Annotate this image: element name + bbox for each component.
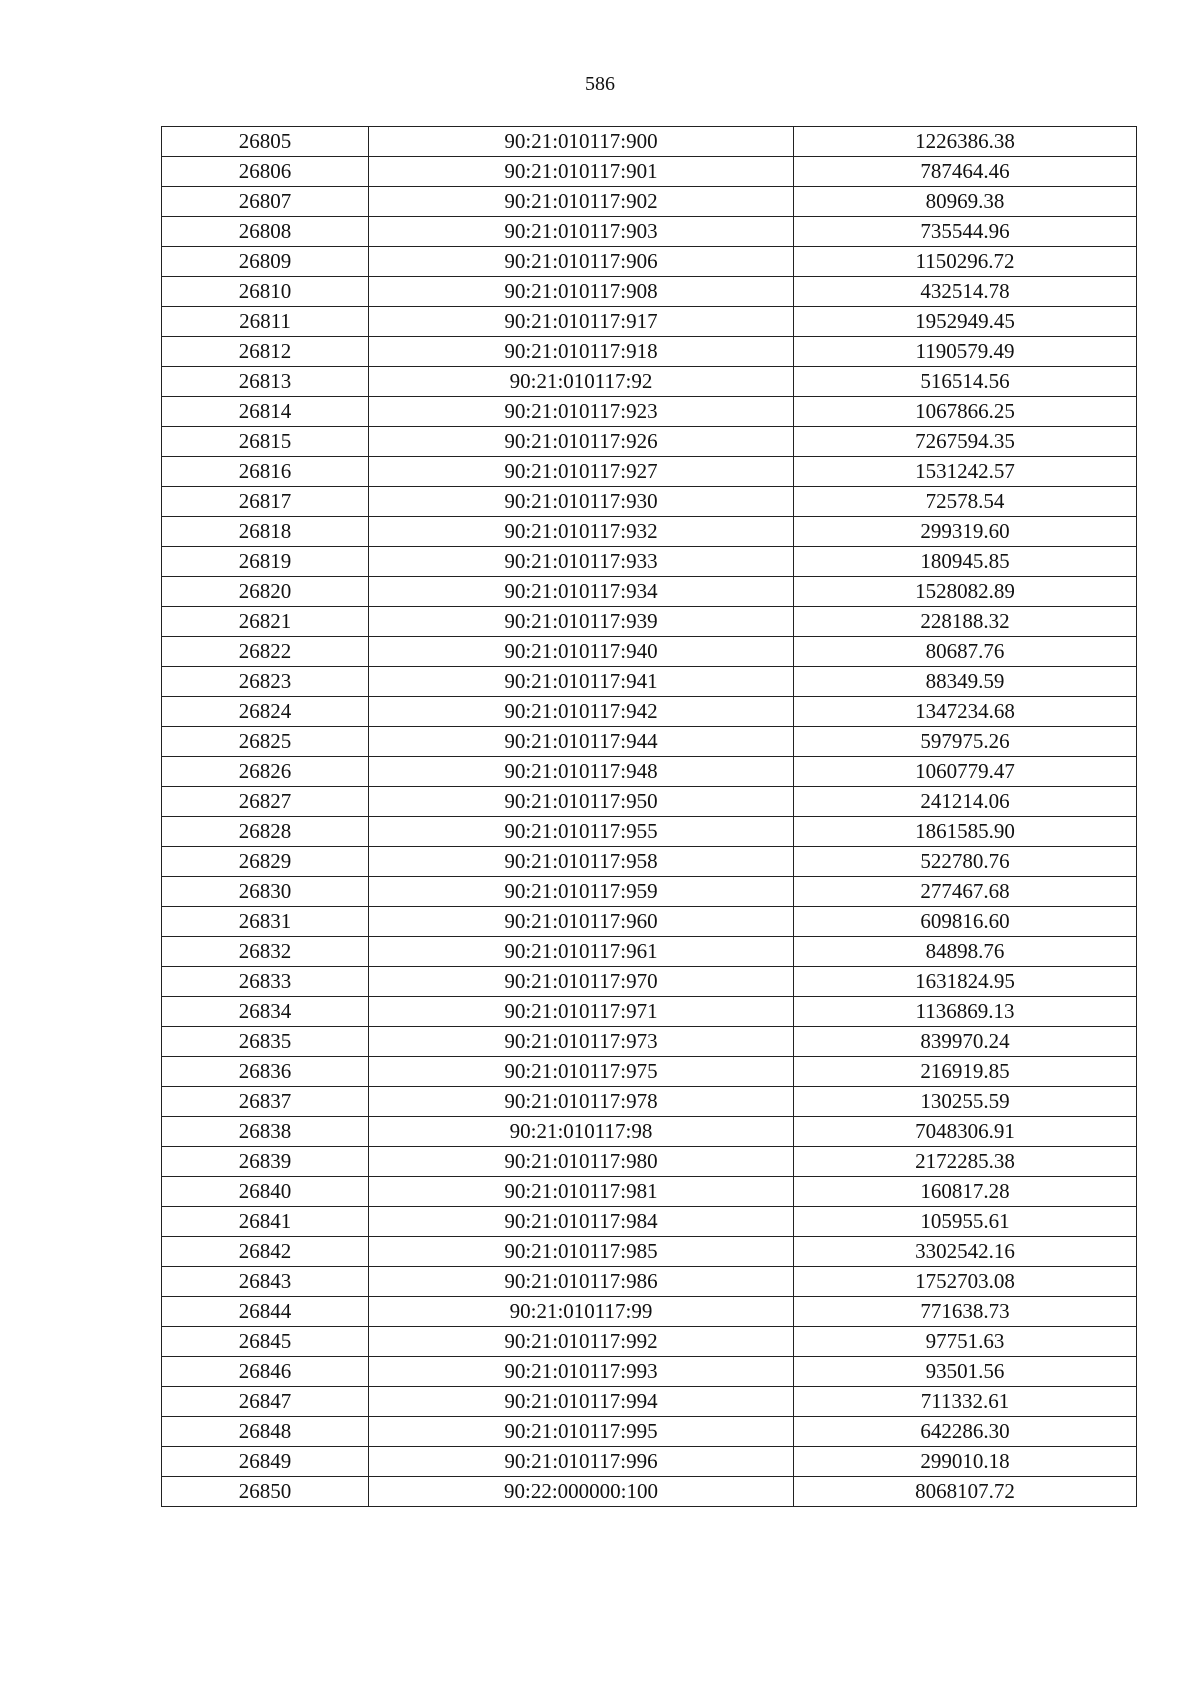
cadastral-number-cell: 90:21:010117:926 [369, 427, 794, 457]
value-cell: 277467.68 [794, 877, 1137, 907]
row-number-cell: 26835 [162, 1027, 369, 1057]
value-cell: 1752703.08 [794, 1267, 1137, 1297]
value-cell: 516514.56 [794, 367, 1137, 397]
value-cell: 8068107.72 [794, 1477, 1137, 1507]
row-number-cell: 26834 [162, 997, 369, 1027]
cadastral-number-cell: 90:21:010117:902 [369, 187, 794, 217]
row-number-cell: 26839 [162, 1147, 369, 1177]
cadastral-number-cell: 90:21:010117:970 [369, 967, 794, 997]
value-cell: 2172285.38 [794, 1147, 1137, 1177]
cadastral-number-cell: 90:21:010117:933 [369, 547, 794, 577]
value-cell: 228188.32 [794, 607, 1137, 637]
cadastral-number-cell: 90:21:010117:942 [369, 697, 794, 727]
value-cell: 1190579.49 [794, 337, 1137, 367]
cadastral-number-cell: 90:21:010117:900 [369, 127, 794, 157]
cadastral-number-cell: 90:21:010117:99 [369, 1297, 794, 1327]
row-number-cell: 26837 [162, 1087, 369, 1117]
cadastral-number-cell: 90:21:010117:906 [369, 247, 794, 277]
table-row [162, 1297, 1137, 1327]
value-cell: 7048306.91 [794, 1117, 1137, 1147]
cadastral-number-cell: 90:22:000000:100 [369, 1477, 794, 1507]
row-number-cell: 26810 [162, 277, 369, 307]
cadastral-number-cell: 90:21:010117:993 [369, 1357, 794, 1387]
table-row [162, 787, 1137, 817]
value-cell: 1347234.68 [794, 697, 1137, 727]
value-cell: 216919.85 [794, 1057, 1137, 1087]
cadastral-number-cell: 90:21:010117:978 [369, 1087, 794, 1117]
row-number-cell: 26808 [162, 217, 369, 247]
value-cell: 522780.76 [794, 847, 1137, 877]
value-cell: 711332.61 [794, 1387, 1137, 1417]
row-number-cell: 26812 [162, 337, 369, 367]
row-number-cell: 26840 [162, 1177, 369, 1207]
value-cell: 787464.46 [794, 157, 1137, 187]
row-number-cell: 26817 [162, 487, 369, 517]
cadastral-number-cell: 90:21:010117:932 [369, 517, 794, 547]
table-row [162, 517, 1137, 547]
cadastral-number-cell: 90:21:010117:981 [369, 1177, 794, 1207]
value-cell: 1150296.72 [794, 247, 1137, 277]
row-number-cell: 26816 [162, 457, 369, 487]
table-row [162, 1417, 1137, 1447]
cadastral-number-cell: 90:21:010117:971 [369, 997, 794, 1027]
value-cell: 735544.96 [794, 217, 1137, 247]
row-number-cell: 26820 [162, 577, 369, 607]
cadastral-number-cell: 90:21:010117:923 [369, 397, 794, 427]
table-row [162, 607, 1137, 637]
cadastral-number-cell: 90:21:010117:903 [369, 217, 794, 247]
value-cell: 1531242.57 [794, 457, 1137, 487]
row-number-cell: 26846 [162, 1357, 369, 1387]
table-row [162, 367, 1137, 397]
cadastral-number-cell: 90:21:010117:985 [369, 1237, 794, 1267]
row-number-cell: 26826 [162, 757, 369, 787]
table-row [162, 937, 1137, 967]
row-number-cell: 26813 [162, 367, 369, 397]
value-cell: 1226386.38 [794, 127, 1137, 157]
cadastral-number-cell: 90:21:010117:980 [369, 1147, 794, 1177]
data-table [161, 126, 1137, 1507]
table-row [162, 847, 1137, 877]
row-number-cell: 26818 [162, 517, 369, 547]
cadastral-number-cell: 90:21:010117:992 [369, 1327, 794, 1357]
value-cell: 299319.60 [794, 517, 1137, 547]
cadastral-number-cell: 90:21:010117:944 [369, 727, 794, 757]
table-row [162, 457, 1137, 487]
table-row [162, 1327, 1137, 1357]
table-row [162, 1027, 1137, 1057]
cadastral-number-cell: 90:21:010117:927 [369, 457, 794, 487]
table-row [162, 397, 1137, 427]
cadastral-number-cell: 90:21:010117:973 [369, 1027, 794, 1057]
cadastral-number-cell: 90:21:010117:92 [369, 367, 794, 397]
value-cell: 72578.54 [794, 487, 1137, 517]
value-cell: 1952949.45 [794, 307, 1137, 337]
table-row [162, 907, 1137, 937]
table-row [162, 307, 1137, 337]
value-cell: 1136869.13 [794, 997, 1137, 1027]
table-row [162, 1357, 1137, 1387]
value-cell: 93501.56 [794, 1357, 1137, 1387]
cadastral-number-cell: 90:21:010117:958 [369, 847, 794, 877]
table-row [162, 247, 1137, 277]
row-number-cell: 26822 [162, 637, 369, 667]
table-row [162, 1117, 1137, 1147]
value-cell: 7267594.35 [794, 427, 1137, 457]
row-number-cell: 26828 [162, 817, 369, 847]
cadastral-number-cell: 90:21:010117:961 [369, 937, 794, 967]
cadastral-number-cell: 90:21:010117:941 [369, 667, 794, 697]
table-row [162, 637, 1137, 667]
value-cell: 88349.59 [794, 667, 1137, 697]
row-number-cell: 26809 [162, 247, 369, 277]
cadastral-number-cell: 90:21:010117:948 [369, 757, 794, 787]
row-number-cell: 26838 [162, 1117, 369, 1147]
table-row [162, 1237, 1137, 1267]
table-row [162, 727, 1137, 757]
cadastral-number-cell: 90:21:010117:901 [369, 157, 794, 187]
table-row [162, 697, 1137, 727]
cadastral-number-cell: 90:21:010117:975 [369, 1057, 794, 1087]
row-number-cell: 26847 [162, 1387, 369, 1417]
row-number-cell: 26825 [162, 727, 369, 757]
table-row [162, 427, 1137, 457]
row-number-cell: 26829 [162, 847, 369, 877]
row-number-cell: 26836 [162, 1057, 369, 1087]
table-row [162, 997, 1137, 1027]
cadastral-number-cell: 90:21:010117:986 [369, 1267, 794, 1297]
table-row [162, 487, 1137, 517]
value-cell: 1631824.95 [794, 967, 1137, 997]
table-row [162, 1387, 1137, 1417]
value-cell: 84898.76 [794, 937, 1137, 967]
row-number-cell: 26805 [162, 127, 369, 157]
table-row [162, 1207, 1137, 1237]
table-row [162, 1447, 1137, 1477]
row-number-cell: 26841 [162, 1207, 369, 1237]
cadastral-number-cell: 90:21:010117:959 [369, 877, 794, 907]
row-number-cell: 26830 [162, 877, 369, 907]
row-number-cell: 26833 [162, 967, 369, 997]
value-cell: 771638.73 [794, 1297, 1137, 1327]
row-number-cell: 26814 [162, 397, 369, 427]
value-cell: 80969.38 [794, 187, 1137, 217]
row-number-cell: 26845 [162, 1327, 369, 1357]
table-row [162, 1477, 1137, 1507]
value-cell: 105955.61 [794, 1207, 1137, 1237]
value-cell: 80687.76 [794, 637, 1137, 667]
table-row [162, 1177, 1137, 1207]
cadastral-number-cell: 90:21:010117:918 [369, 337, 794, 367]
table-row [162, 1147, 1137, 1177]
table-row [162, 967, 1137, 997]
row-number-cell: 26842 [162, 1237, 369, 1267]
row-number-cell: 26824 [162, 697, 369, 727]
value-cell: 597975.26 [794, 727, 1137, 757]
value-cell: 642286.30 [794, 1417, 1137, 1447]
value-cell: 130255.59 [794, 1087, 1137, 1117]
value-cell: 1067866.25 [794, 397, 1137, 427]
table-row [162, 757, 1137, 787]
value-cell: 160817.28 [794, 1177, 1137, 1207]
table-row [162, 187, 1137, 217]
table-row [162, 157, 1137, 187]
value-cell: 1060779.47 [794, 757, 1137, 787]
value-cell: 180945.85 [794, 547, 1137, 577]
value-cell: 1861585.90 [794, 817, 1137, 847]
table-row [162, 667, 1137, 697]
value-cell: 839970.24 [794, 1027, 1137, 1057]
row-number-cell: 26832 [162, 937, 369, 967]
table-row [162, 547, 1137, 577]
cadastral-number-cell: 90:21:010117:930 [369, 487, 794, 517]
table-row [162, 877, 1137, 907]
row-number-cell: 26819 [162, 547, 369, 577]
value-cell: 609816.60 [794, 907, 1137, 937]
cadastral-number-cell: 90:21:010117:960 [369, 907, 794, 937]
value-cell: 1528082.89 [794, 577, 1137, 607]
row-number-cell: 26843 [162, 1267, 369, 1297]
cadastral-number-cell: 90:21:010117:994 [369, 1387, 794, 1417]
value-cell: 97751.63 [794, 1327, 1137, 1357]
row-number-cell: 26811 [162, 307, 369, 337]
value-cell: 432514.78 [794, 277, 1137, 307]
table-row [162, 277, 1137, 307]
row-number-cell: 26807 [162, 187, 369, 217]
cadastral-number-cell: 90:21:010117:996 [369, 1447, 794, 1477]
row-number-cell: 26821 [162, 607, 369, 637]
row-number-cell: 26827 [162, 787, 369, 817]
cadastral-number-cell: 90:21:010117:939 [369, 607, 794, 637]
row-number-cell: 26831 [162, 907, 369, 937]
table-row [162, 577, 1137, 607]
table-row [162, 127, 1137, 157]
cadastral-number-cell: 90:21:010117:934 [369, 577, 794, 607]
value-cell: 299010.18 [794, 1447, 1137, 1477]
table-row [162, 1057, 1137, 1087]
cadastral-number-cell: 90:21:010117:984 [369, 1207, 794, 1237]
table-body [162, 127, 1137, 1507]
value-cell: 241214.06 [794, 787, 1137, 817]
cadastral-number-cell: 90:21:010117:917 [369, 307, 794, 337]
row-number-cell: 26844 [162, 1297, 369, 1327]
row-number-cell: 26849 [162, 1447, 369, 1477]
table-row [162, 1087, 1137, 1117]
cadastral-number-cell: 90:21:010117:98 [369, 1117, 794, 1147]
page-number: 586 [585, 73, 615, 95]
cadastral-number-cell: 90:21:010117:940 [369, 637, 794, 667]
row-number-cell: 26848 [162, 1417, 369, 1447]
cadastral-number-cell: 90:21:010117:908 [369, 277, 794, 307]
row-number-cell: 26815 [162, 427, 369, 457]
cadastral-number-cell: 90:21:010117:950 [369, 787, 794, 817]
row-number-cell: 26850 [162, 1477, 369, 1507]
value-cell: 3302542.16 [794, 1237, 1137, 1267]
table-row [162, 217, 1137, 247]
cadastral-number-cell: 90:21:010117:955 [369, 817, 794, 847]
table-row [162, 817, 1137, 847]
table-row [162, 1267, 1137, 1297]
cadastral-number-cell: 90:21:010117:995 [369, 1417, 794, 1447]
row-number-cell: 26806 [162, 157, 369, 187]
table-row [162, 337, 1137, 367]
row-number-cell: 26823 [162, 667, 369, 697]
